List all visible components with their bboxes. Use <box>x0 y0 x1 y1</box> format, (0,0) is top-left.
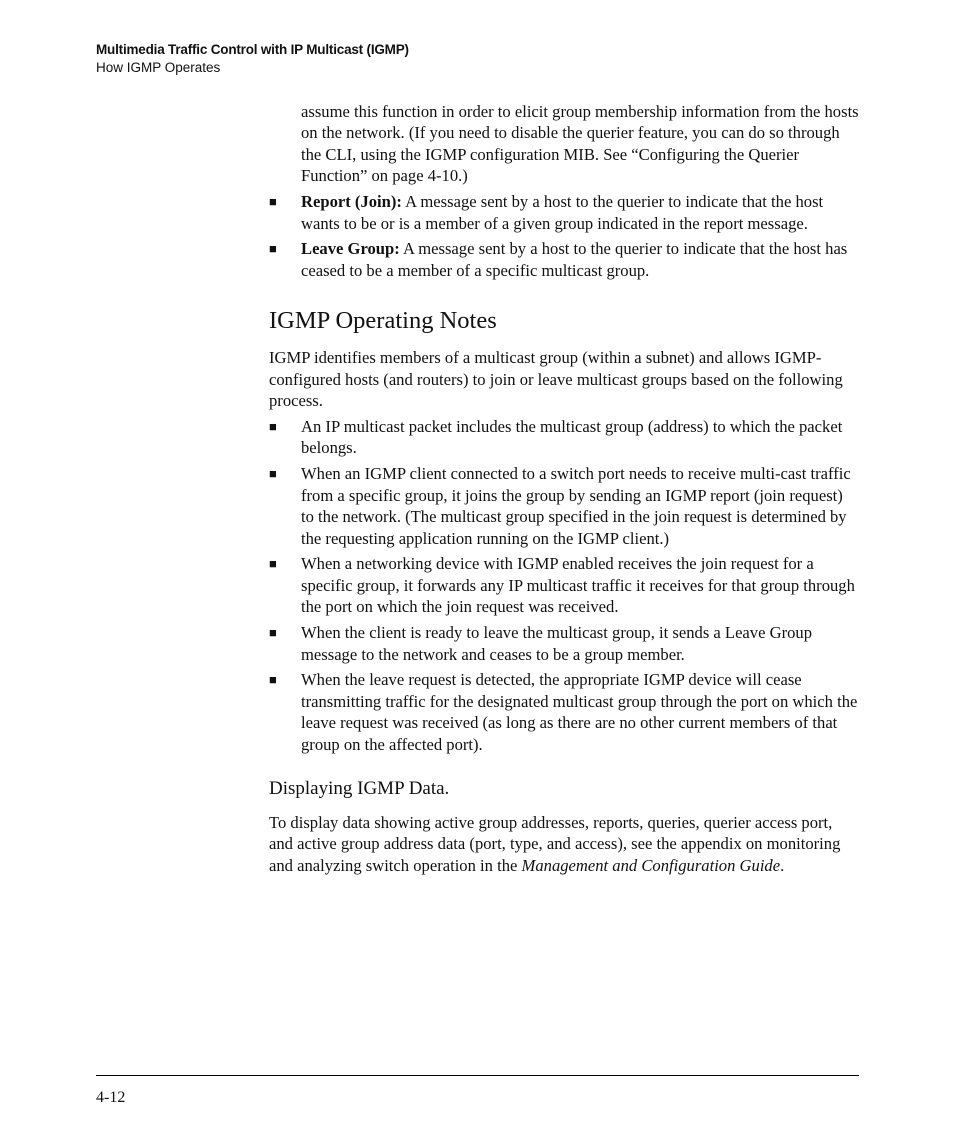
page-number: 4-12 <box>96 1089 126 1106</box>
guide-title: Management and Configuration Guide <box>521 855 781 875</box>
list-item <box>269 622 859 665</box>
bullet-icon: ■ <box>269 241 277 257</box>
bullet-icon: ■ <box>269 625 277 641</box>
list-item <box>269 669 859 755</box>
bullet-icon: ■ <box>269 194 277 210</box>
term-definition: A message sent by a host to the querier to indicate that the host wants to be or is a member of a given group indicated in the report message. <box>301 192 824 233</box>
section-intro: IGMP identifies members of a multicast group (within a subnet) and allows IGMP-configured hosts (and routers) to join or leave multicast groups based on the following process. <box>269 348 843 411</box>
message-type-list <box>269 191 859 281</box>
list-item <box>269 191 859 234</box>
list-item-text: When the leave request is detected, the appropriate IGMP device will cease transmitting traffic for the designated multicast group through the port on which the leave request was received (as long as there are no other current members of that group on the affected port). <box>301 670 858 754</box>
list-item <box>269 416 859 459</box>
chapter-title: Multimedia Traffic Control with IP Multicast (IGMP) <box>96 42 409 57</box>
list-item-text: When an IGMP client connected to a switch port needs to receive multi-cast traffic from a specific group, it joins the group by sending an IGMP report (join request) to the network. (The multicast group specified in the join request is determined by the requesting application running on the IGMP client.) <box>301 464 851 548</box>
bullet-icon: ■ <box>269 418 277 434</box>
bullet-icon: ■ <box>269 556 277 572</box>
term-leave-group: Leave Group: <box>301 239 400 259</box>
section-title: How IGMP Operates <box>96 60 221 75</box>
section-heading: IGMP Operating Notes <box>269 307 497 335</box>
footer-rule <box>96 1075 859 1076</box>
list-item <box>269 553 859 617</box>
bullet-icon: ■ <box>269 466 277 482</box>
list-item <box>269 238 859 281</box>
operating-notes-list <box>269 416 859 755</box>
running-header <box>96 41 409 77</box>
subsection-heading: Displaying IGMP Data. <box>269 778 450 800</box>
term-definition: A message sent by a host to the querier to indicate that the host has ceased to be a member of a specific multicast group. <box>301 239 848 280</box>
display-text-end: . <box>780 855 785 875</box>
list-item <box>269 463 859 549</box>
display-paragraph <box>269 812 859 876</box>
term-report-join: Report (Join): <box>301 192 402 212</box>
list-item-text: When the client is ready to leave the multicast group, it sends a Leave Group message to the network and ceases to be a group member. <box>301 623 813 664</box>
continued-paragraph: assume this function in order to elicit group membership information from the hosts on the network. (If you need to disable the querier feature, you can do so through the CLI, using the IGMP configuration MIB. See “Configuring the Querier Function” on page 4-10.) <box>301 102 859 186</box>
page-body <box>269 101 859 876</box>
display-text: To display data showing active group addresses, reports, queries, querier access port, and active group address data (port, type, and access), see the appendix on monitoring and analyzing switch operation in the <box>269 813 841 875</box>
list-item-text: An IP multicast packet includes the multicast group (address) to which the packet belongs. <box>301 416 843 458</box>
bullet-icon: ■ <box>269 672 277 688</box>
list-item-text: When a networking device with IGMP enabled receives the join request for a specific group, it forwards any IP multicast traffic it receives for that group through the port on which the join request was received. <box>301 554 855 617</box>
